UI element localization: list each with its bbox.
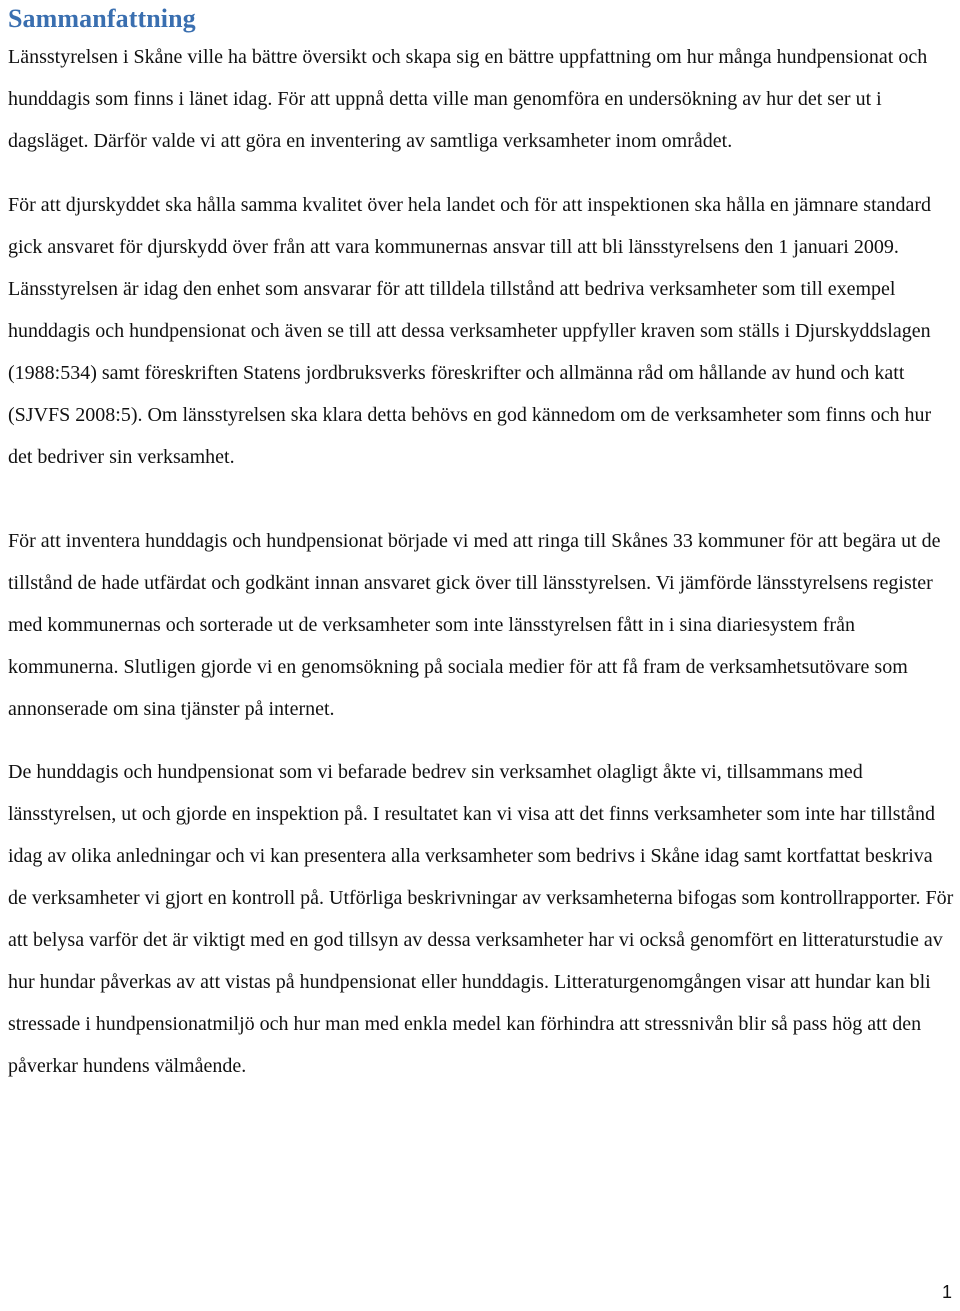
paragraph-responsibility: För att djurskyddet ska hålla samma kvalitet över hela landet och för att inspektionen ska hålla en jämnare standard gick ansvaret för djurskydd över från att vara kommunernas ansvar till att bli länsstyrelsens den 1 januari 2009. Länsstyrelsen är idag den enhet som ansvarar för att tilldela tillstånd att bedriva verksamheter som till exempel hunddagis och hundpensionat och även se till att dessa verksamheter uppfyller kraven som ställs i Djurskyddslagen (1988:534) samt föreskriften Statens jordbruksverks föreskrifter och allmänna råd om hållande av hund och katt (SJVFS 2008:5). Om länsstyrelsen ska klara detta behövs en god kännedom om de verksamheter som finns och hur det bedriver sin verksamhet.	[8, 194, 932, 468]
paragraph-intro: Länsstyrelsen i Skåne ville ha bättre översikt och skapa sig en bättre uppfattning om hur många hundpensionat och hunddagis som finns i länet idag. För att uppnå detta ville man genomföra en undersökning av hur det ser ut i dagsläget. Därför valde vi att göra en inventering av samtliga verksamheter inom området.	[8, 46, 928, 152]
paragraph-method: För att inventera hunddagis och hundpensionat började vi med att ringa till Skånes 33 kommuner för att begära ut de tillstånd de hade utfärdat och godkänt innan ansvaret gick över till länsstyrelsen. Vi jämförde länsstyrelsens register med kommunernas och sorterade ut de verksamheter som inte länsstyrelsen fått in i sina diariesystem från kommunerna. Slutligen gjorde vi en genomsökning på sociala medier för att få fram de verksamhetsutövare som annonserade om sina tjänster på internet.	[8, 530, 941, 720]
paragraph-results: De hunddagis och hundpensionat som vi befarade bedrev sin verksamhet olagligt åkte vi, tillsammans med länsstyrelsen, ut och gjorde en inspektion på. I resultatet kan vi visa att det finns verksamheter som inte har tillstånd idag av olika anledningar och vi kan presentera alla verksamheter som bedrivs i Skåne idag samt kortfattat beskriva de verksamheter vi gjort en kontroll på. Utförliga beskrivningar av verksamheterna bifogas som kontrollrapporter. För att belysa varför det är viktigt med en god tillsyn av dessa verksamheter har vi också genomfört en litteraturstudie av hur hundar påverkas av att vistas på hundpensionat eller hunddagis. Litteraturgenomgången visar att hundar kan bli stressade i hundpensionatmiljö och hur man med enkla medel kan förhindra att stressnivån blir så pass hög att den påverkar hundens välmående.	[8, 761, 954, 1077]
section-heading: Sammanfattning	[8, 4, 196, 33]
page-number: 1	[941, 1282, 952, 1302]
document-body	[8, 0, 956, 1087]
